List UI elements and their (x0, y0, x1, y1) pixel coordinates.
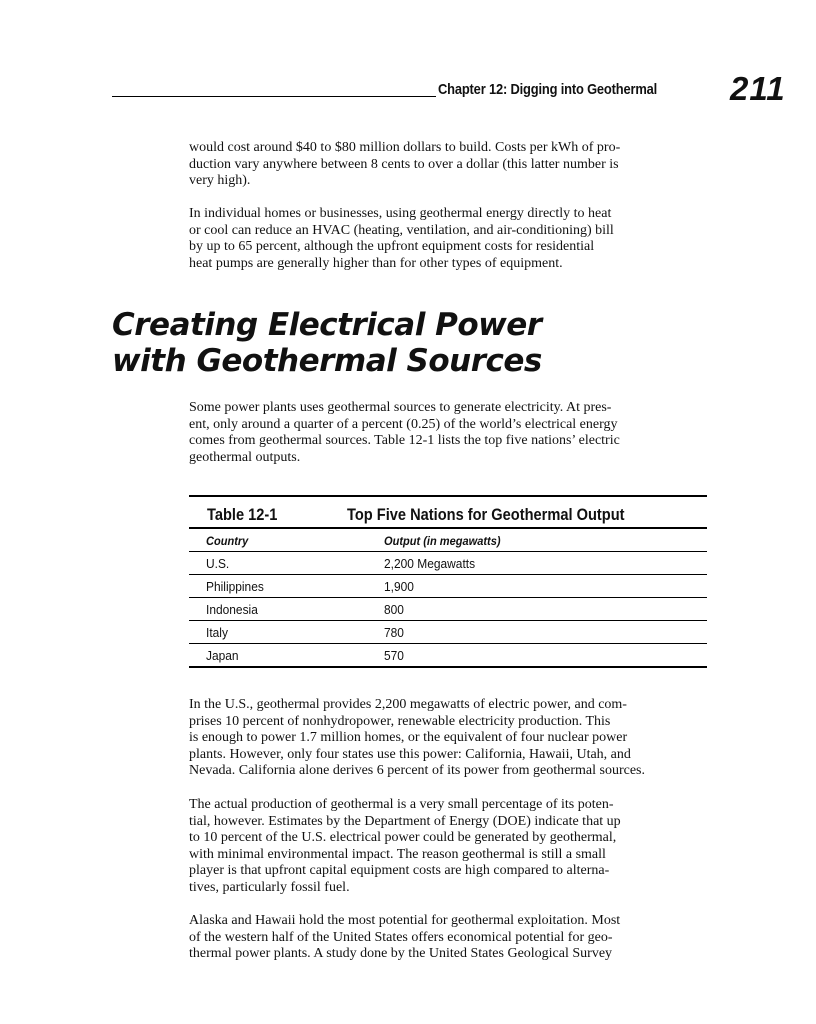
table-cell-output: 2,200 Megawatts (384, 556, 476, 571)
table-cell-output: 570 (384, 648, 404, 663)
table-number: Table 12-1 (207, 505, 278, 524)
table-row (189, 644, 707, 668)
text-line: player is that upfront capital equipment costs are high compared to alterna- (189, 863, 610, 879)
text-line: thermal power plants. A study done by the United States Geological Survey (189, 946, 613, 962)
table-cell-country: U.S. (206, 556, 230, 571)
table-row (189, 575, 707, 598)
paragraph (189, 797, 711, 897)
heading-line: Creating Electrical Power (112, 307, 542, 343)
table-cell-output: 780 (384, 625, 404, 640)
table-cell-output: 1,900 (384, 579, 414, 594)
heading-line: with Geothermal Sources (112, 343, 542, 379)
table-cell-country: Indonesia (206, 602, 258, 617)
text-line: ent, only around a quarter of a percent (0.25) of the world’s electrical energy (189, 416, 618, 432)
section-heading (112, 307, 542, 379)
paragraph (189, 400, 711, 466)
geothermal-output-table (189, 495, 707, 668)
text-line: Nevada. California alone derives 6 percent of its power from geothermal sources. (189, 763, 645, 779)
paragraph (189, 140, 711, 190)
text-line: is enough to power 1.7 million homes, or the equivalent of four nuclear power (189, 730, 628, 746)
text-line: In individual homes or businesses, using geothermal energy directly to heat (189, 206, 612, 221)
text-line: prises 10 percent of nonhydropower, renewable electricity production. This (189, 713, 611, 729)
column-header-output: Output (in megawatts) (384, 534, 501, 548)
paragraph (189, 206, 711, 272)
text-line: plants. However, only four states use this power: California, Hawaii, Utah, and (189, 746, 631, 762)
table-cell-output: 800 (384, 602, 404, 617)
text-line: heat pumps are generally higher than for other types of equipment. (189, 255, 563, 271)
table-title: Top Five Nations for Geothermal Output (347, 505, 625, 524)
column-header-country: Country (206, 534, 249, 548)
text-line: Alaska and Hawaii hold the most potential for geothermal exploitation. Most (189, 913, 621, 928)
text-line: with minimal environmental impact. The reason geothermal is still a small (189, 846, 606, 862)
text-line: or cool can reduce an HVAC (heating, ventilation, and air-conditioning) bill (189, 222, 614, 238)
text-line: would cost around $40 to $80 million dollars to build. Costs per kWh of pro- (189, 140, 621, 155)
table-caption (189, 497, 707, 527)
text-line: of the western half of the United States offers economical potential for geo- (189, 929, 613, 945)
page-number: 211 (730, 70, 786, 107)
text-line: very high). (189, 173, 251, 189)
paragraph (189, 913, 711, 963)
table-row (189, 552, 707, 575)
chapter-title: Chapter 12: Digging into Geothermal (438, 81, 658, 98)
table-column-header-row (189, 529, 707, 552)
text-line: tives, particularly fossil fuel. (189, 879, 350, 895)
table-row (189, 598, 707, 621)
text-line: The actual production of geothermal is a very small percentage of its poten- (189, 797, 614, 812)
paragraph (189, 697, 711, 780)
table-cell-country: Japan (206, 648, 239, 663)
text-line: tial, however. Estimates by the Department of Energy (DOE) indicate that up (189, 813, 621, 829)
text-line: geothermal outputs. (189, 449, 301, 465)
table-row (189, 621, 707, 644)
header-rule (112, 96, 436, 97)
text-line: by up to 65 percent, although the upfront equipment costs for residential (189, 239, 595, 255)
table-cell-country: Italy (206, 625, 228, 640)
text-line: Some power plants uses geothermal sources to generate electricity. At pres- (189, 400, 612, 415)
text-line: In the U.S., geothermal provides 2,200 megawatts of electric power, and com- (189, 697, 627, 712)
text-line: comes from geothermal sources. Table 12-1 lists the top five nations’ electric (189, 433, 620, 449)
text-line: to 10 percent of the U.S. electrical power could be generated by geothermal, (189, 830, 617, 846)
table-cell-country: Philippines (206, 579, 264, 594)
text-line: duction vary anywhere between 8 cents to over a dollar (this latter number is (189, 156, 619, 172)
